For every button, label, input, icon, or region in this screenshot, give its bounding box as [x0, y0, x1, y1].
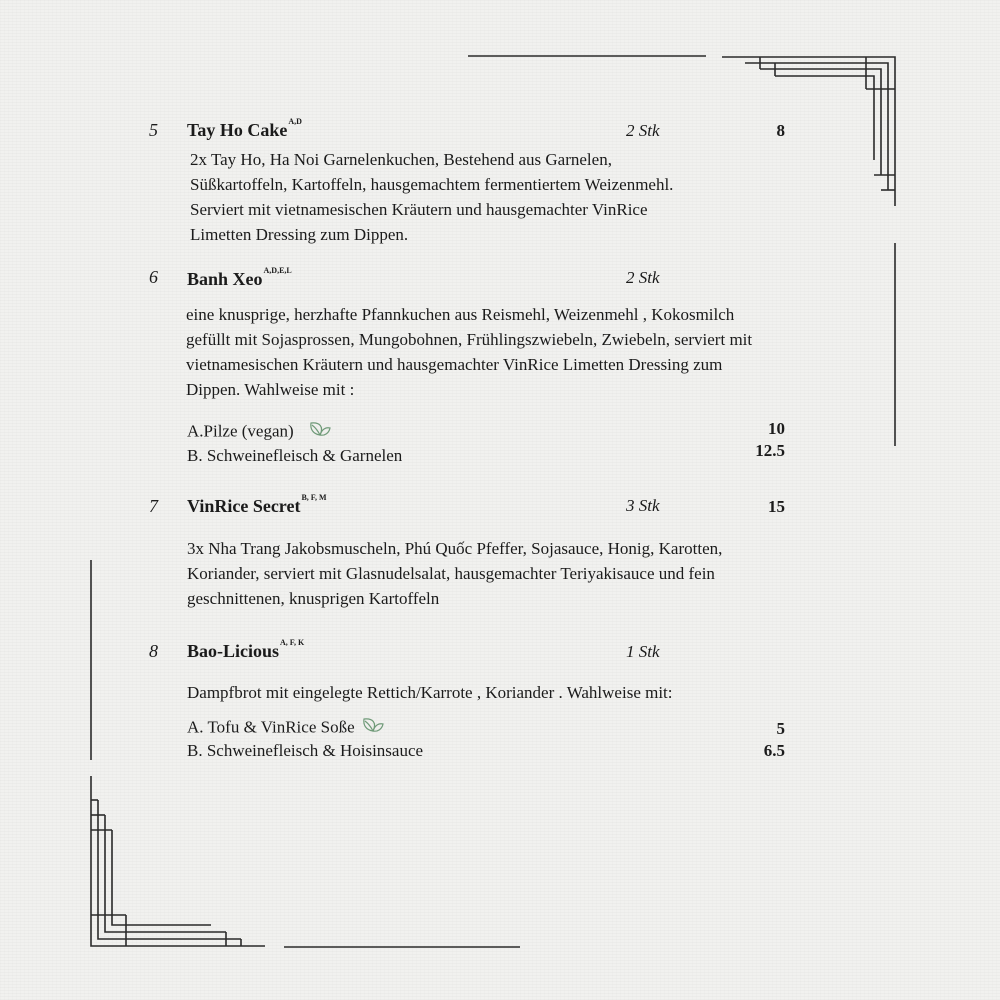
item-description [190, 147, 673, 247]
allergen-codes: A, F, K [280, 638, 305, 647]
option-row [187, 741, 423, 761]
description-line: eine knusprige, herzhafte Pfannkuchen aus Reismehl, Weizenmehl , Kokosmilch [186, 305, 735, 324]
option-label: B. Schweinefleisch & Hoisinsauce [187, 741, 424, 760]
item-title [187, 493, 327, 517]
description-line: vietnamesischen Kräutern und hausgemachter VinRice Limetten Dressing zum [186, 355, 723, 374]
item-number: 8 [149, 641, 158, 661]
item-price: 15 [768, 497, 785, 516]
description-line: Koriander, serviert mit Glasnudelsalat, hausgemachter Teriyakisauce und fein [187, 564, 715, 583]
item-quantity: 2 Stk [626, 121, 660, 140]
item-number: 7 [149, 496, 158, 516]
leaf-icon [361, 716, 385, 741]
item-name: VinRice Secret [187, 496, 301, 516]
allergen-codes: B, F, M [301, 493, 327, 502]
allergen-codes: A,D [288, 117, 302, 126]
description-line: gefüllt mit Sojasprossen, Mungobohnen, Frühlingszwiebeln, Zwiebeln, serviert mit [186, 330, 753, 349]
description-line: geschnittenen, knusprigen Kartoffeln [187, 589, 440, 608]
item-title [187, 638, 305, 662]
item-name: Bao-Licious [187, 641, 280, 661]
item-description [187, 680, 673, 705]
option-price: 5 [776, 719, 785, 738]
item-title [187, 117, 302, 141]
option-price: 6.5 [763, 741, 785, 760]
description-line: Serviert mit vietnamesischen Kräutern und hausgemachter VinRice [190, 200, 648, 219]
item-quantity: 2 Stk [626, 268, 660, 287]
item-quantity: 3 Stk [626, 496, 660, 515]
allergen-codes: A,D,E,L [263, 266, 292, 275]
description-line: Dippen. Wahlweise mit : [186, 380, 355, 399]
option-row [187, 716, 385, 741]
item-quantity: 1 Stk [626, 642, 660, 661]
item-name: Tay Ho Cake [187, 120, 288, 140]
item-name: Banh Xeo [187, 269, 263, 289]
item-description [186, 302, 752, 402]
item-number: 6 [149, 267, 158, 287]
item-title [187, 266, 292, 290]
item-number: 5 [149, 120, 158, 140]
item-description [187, 536, 722, 611]
description-line: 3x Nha Trang Jakobsmuscheln, Phú Quốc Pfeffer, Sojasauce, Honig, Karotten, [187, 539, 723, 558]
description-line: Limetten Dressing zum Dippen. [190, 225, 409, 244]
item-price: 8 [776, 121, 785, 140]
option-price: 10 [768, 419, 785, 438]
description-line: Süßkartoffeln, Kartoffeln, hausgemachtem fermentiertem Weizenmehl. [190, 175, 674, 194]
description-line: 2x Tay Ho, Ha Noi Garnelenkuchen, Bestehend aus Garnelen, [190, 150, 612, 169]
option-price: 12.5 [755, 441, 785, 460]
option-label: A.Pilze (vegan) [187, 421, 294, 441]
option-row [187, 420, 332, 445]
option-label: B. Schweinefleisch & Garnelen [187, 446, 403, 465]
description-line: Dampfbrot mit eingelegte Rettich/Karrote , Koriander . Wahlweise mit: [187, 683, 673, 702]
option-row [187, 446, 402, 466]
option-label: A. Tofu & VinRice Soße [187, 717, 355, 737]
leaf-icon [308, 420, 332, 445]
